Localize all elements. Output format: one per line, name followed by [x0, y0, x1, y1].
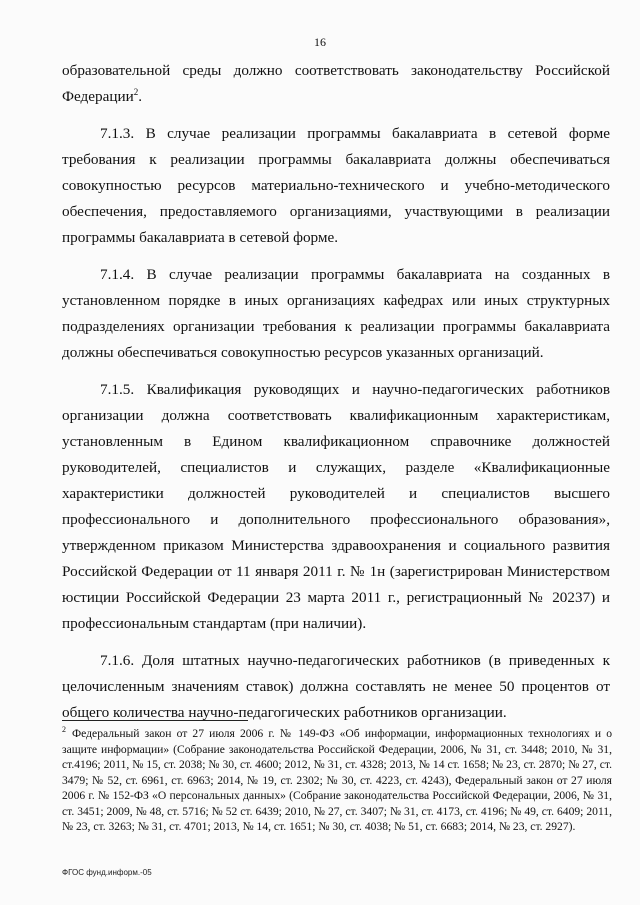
document-code: ФГОС фунд.информ.-05: [62, 868, 152, 877]
footnote-reference[interactable]: 2: [133, 86, 139, 97]
footnote-text: Федеральный закон от 27 июля 2006 г. № 149-ФЗ «Об информации, информационных технологиях и о защите информации» (Собрание законодательства Российской Федерации, 2006, № 31, ст. 3448; 2010, № 31, ст.4196; 2011, № 15, ст. 2038; № 30, ст. 4600; 2012, № 31, ст. 4328; 2013, № 14 ст. 1658; № 23, ст. 2870; № 27, ст. 3479; № 52, ст. 6961, ст. 6963; 2014, № 19, ст. 2302; № 30, ст. 4223, ст. 4243), Федеральный закон от 27 июля 2006 г. № 152-ФЗ «О персональных данных» (Собрание законодательства Российской Федерации, 2006, № 31, ст. 3451; 2009, № 48, ст. 5716; № 52 ст. 6439; 2010, № 27, ст. 3407; № 31, ст. 4173, ст. 4196; № 49, ст. 6409; 2011, № 23, ст. 3263; № 31, ст. 4701; 2013, № 14, ст. 1651; № 30, ст. 4038; № 51, ст. 6683; 2014, № 23, ст. 2927).: [62, 727, 612, 833]
paragraph-7-1-5: 7.1.5. Квалификация руководящих и научно-педагогических работников организации должна соответствовать квалификационным характеристикам, установленным в Едином квалификационном справочнике должностей руководителей, специалистов и служащих, разделе «Квалификационные характеристики должностей руководителей и специалистов высшего профессионального и дополнительного профессионального образования», утвержденном приказом Министерства здравоохранения и социального развития Российской Федерации от 11 января 2011 г. № 1н (зарегистрирован Министерством юстиции Российской Федерации 23 марта 2011 г., регистрационный № 20237) и профессиональным стандартам (при наличии).: [62, 381, 610, 632]
footnote-marker: 2: [62, 725, 66, 735]
document-body: [62, 56, 610, 737]
paragraph-7-1-4: 7.1.4. В случае реализации программы бакалавриата на созданных в установленном порядке в иных организациях кафедрах или иных структурных подразделениях организации требования к реализации программы бакалавриата должны обеспечиваться совокупностью ресурсов указанных организаций.: [62, 266, 610, 361]
continued-paragraph: образовательной среды должно соответствовать законодательству Российской Федерации$^2$.: [62, 62, 610, 105]
paragraph-7-1-6: 7.1.6. Доля штатных научно-педагогических работников (в приведенных к целочисленным значениям ставок) должна составлять не менее 50 процентов от общего количества научно-педагогических работников организации.: [62, 652, 610, 721]
paragraph-7-1-3: 7.1.3. В случае реализации программы бакалавриата в сетевой форме требования к реализации программы бакалавриата должны обеспечиваться совокупностью ресурсов материально-технического и учебно-методического обеспечения, предоставляемого организациями, участвующими в реализации программы бакалавриата в сетевой форме.: [62, 125, 610, 246]
page-number: 16: [314, 35, 326, 49]
footnote: [62, 726, 612, 835]
footnote-separator: [62, 720, 248, 721]
